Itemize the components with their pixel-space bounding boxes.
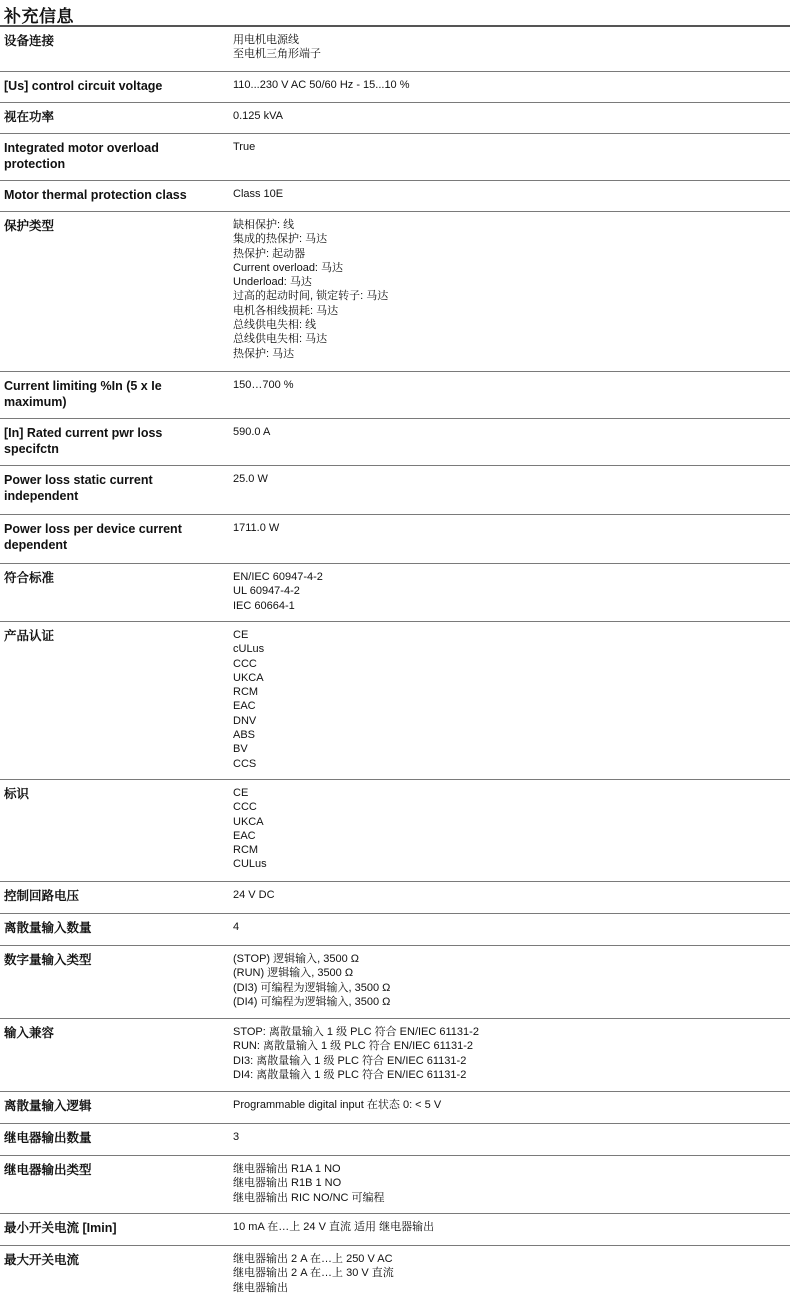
spec-value-line: CULus: [233, 858, 267, 871]
spec-row: [0, 181, 790, 212]
spec-value: [233, 187, 783, 201]
spec-label: 输入兼容: [4, 1026, 55, 1040]
spec-row: [0, 515, 790, 564]
spec-value-line: BV: [233, 743, 248, 756]
spec-value: [233, 472, 783, 486]
spec-value-line: Current overload: 马达: [233, 261, 344, 274]
spec-value-line: 总线供电失相: 马达: [233, 333, 328, 346]
spec-value-line: 过高的起动时间, 锁定转子: 马达: [233, 290, 389, 303]
spec-label: Power loss static current independent: [4, 473, 153, 503]
spec-value-line: 缺相保护: 线: [233, 219, 295, 231]
spec-row: [0, 1246, 790, 1303]
spec-value-line: 用电机电源线: [233, 34, 299, 46]
spec-label: 离散量输入数量: [4, 921, 92, 935]
spec-value-line: UKCA: [233, 815, 264, 828]
spec-row: [0, 780, 790, 882]
spec-value-line: 4: [233, 921, 240, 933]
spec-value-line: DI4: 离散量输入 1 级 PLC 符合 EN/IEC 61131-2: [233, 1068, 467, 1081]
spec-row: [0, 1124, 790, 1156]
spec-value: [233, 1098, 783, 1112]
spec-label: Power loss per device current dependent: [4, 522, 182, 552]
spec-value: [233, 1220, 783, 1234]
spec-value-line: CCC: [233, 657, 257, 670]
spec-label: 离散量输入逻辑: [4, 1099, 92, 1113]
spec-label: 最大开关电流: [4, 1253, 80, 1267]
spec-row: [0, 466, 790, 515]
spec-label: [Us] control circuit voltage: [4, 79, 163, 93]
spec-value-line: UKCA: [233, 671, 264, 684]
spec-value-line: ABS: [233, 729, 256, 742]
spec-label: 继电器输出类型: [4, 1163, 92, 1177]
spec-value-line: 1711.0 W: [233, 522, 280, 534]
spec-value: [233, 920, 783, 934]
spec-label: Current limiting %In (5 x Ie maximum): [4, 379, 162, 409]
spec-value-line: 150…700 %: [233, 379, 294, 391]
spec-value-line: (DI4) 可编程为逻辑输入, 3500 Ω: [233, 995, 391, 1008]
spec-value: [233, 78, 783, 92]
spec-value-line: 电机各相线损耗: 马达: [233, 304, 339, 317]
spec-value-line: 热保护: 马达: [233, 347, 295, 360]
section-title: 补充信息: [4, 7, 74, 26]
spec-value-line: 继电器输出 R1B 1 NO: [233, 1177, 342, 1190]
spec-value-line: UL 60947-4-2: [233, 585, 300, 598]
spec-value-line: DI3: 离散量输入 1 级 PLC 符合 EN/IEC 61131-2: [233, 1054, 467, 1067]
spec-value-line: 热保护: 起动器: [233, 247, 306, 260]
spec-value-line: RUN: 离散量输入 1 级 PLC 符合 EN/IEC 61131-2: [233, 1040, 474, 1053]
spec-value: [233, 1162, 783, 1205]
spec-value-line: 继电器输出 2 A 在…上 30 V 直流: [233, 1267, 394, 1280]
spec-value-line: 0.125 kVA: [233, 110, 283, 122]
spec-row: [0, 72, 790, 103]
spec-value-line: Underload: 马达: [233, 276, 312, 289]
spec-row: [0, 372, 790, 419]
spec-row: [0, 1019, 790, 1092]
spec-label: 标识: [4, 787, 30, 801]
spec-value-line: 继电器输出 R1A 1 NO: [233, 1163, 341, 1175]
spec-label: 控制回路电压: [4, 889, 80, 903]
spec-value: [233, 425, 783, 439]
spec-row: [0, 134, 790, 181]
spec-value-line: (DI3) 可编程为逻辑输入, 3500 Ω: [233, 981, 391, 994]
spec-value-line: CE: [233, 629, 249, 641]
spec-value-line: True: [233, 141, 256, 153]
spec-row: [0, 1156, 790, 1214]
spec-value-line: CCS: [233, 757, 257, 770]
spec-value-line: IEC 60664-1: [233, 599, 295, 612]
spec-value-line: 3: [233, 1131, 240, 1143]
spec-value-line: 总线供电失相: 线: [233, 319, 317, 332]
spec-value-line: 集成的热保护: 马达: [233, 233, 328, 246]
spec-label: 保护类型: [4, 219, 55, 233]
spec-value-line: 10 mA 在…上 24 V 直流 适用 继电器输出: [233, 1221, 435, 1233]
spec-label: 设备连接: [4, 34, 55, 48]
spec-row: [0, 27, 790, 72]
spec-value: [233, 218, 783, 361]
spec-row: [0, 914, 790, 946]
spec-value-line: EAC: [233, 829, 256, 842]
spec-value: [233, 786, 783, 872]
spec-value-line: Programmable digital input 在状态 0: < 5 V: [233, 1099, 442, 1111]
spec-row: [0, 103, 790, 134]
spec-label: 继电器输出数量: [4, 1131, 92, 1145]
spec-value: [233, 888, 783, 902]
spec-label: 产品认证: [4, 629, 55, 643]
spec-label: [In] Rated current pwr loss specifctn: [4, 426, 163, 456]
spec-label: 数字量输入类型: [4, 953, 92, 967]
spec-label: Motor thermal protection class: [4, 188, 187, 202]
spec-value-line: (RUN) 逻辑输入, 3500 Ω: [233, 967, 354, 980]
spec-value: [233, 628, 783, 771]
spec-row: [0, 1214, 790, 1246]
spec-value: [233, 378, 783, 392]
spec-value-line: 继电器输出: [233, 1281, 288, 1294]
spec-value-line: 至电机三角形端子: [233, 48, 321, 61]
spec-label: 视在功率: [4, 110, 55, 124]
spec-value-line: 110...230 V AC 50/60 Hz - 15...10 %: [233, 79, 410, 91]
spec-value: [233, 570, 783, 613]
spec-label: Integrated motor overload protection: [4, 141, 159, 171]
spec-value: [233, 1252, 783, 1295]
spec-value-line: (STOP) 逻辑输入, 3500 Ω: [233, 953, 359, 965]
spec-row: [0, 622, 790, 780]
spec-row: [0, 419, 790, 466]
spec-value: [233, 521, 783, 535]
spec-value: [233, 1025, 783, 1082]
spec-label: 最小开关电流 [Imin]: [4, 1221, 117, 1235]
spec-value: [233, 109, 783, 123]
spec-row: [0, 212, 790, 372]
spec-value-line: STOP: 离散量输入 1 级 PLC 符合 EN/IEC 61131-2: [233, 1026, 479, 1038]
spec-value-line: EAC: [233, 700, 256, 713]
spec-value-line: 24 V DC: [233, 889, 275, 901]
spec-value-line: EN/IEC 60947-4-2: [233, 571, 323, 583]
spec-value-line: cULus: [233, 643, 265, 656]
spec-value-line: 590.0 A: [233, 426, 271, 438]
spec-row: [0, 882, 790, 914]
spec-row: [0, 946, 790, 1019]
spec-value-line: 继电器输出 RIC NO/NC 可编程: [233, 1191, 385, 1204]
spec-value: [233, 140, 783, 154]
spec-label: 符合标准: [4, 571, 55, 585]
spec-value-line: 25.0 W: [233, 473, 268, 485]
spec-value-line: RCM: [233, 686, 259, 699]
spec-value: [233, 33, 783, 62]
spec-value-line: CE: [233, 787, 249, 799]
spec-value-line: RCM: [233, 844, 259, 857]
spec-value-line: DNV: [233, 714, 257, 727]
spec-value-line: Class 10E: [233, 188, 284, 200]
spec-row: [0, 1092, 790, 1124]
spec-value: [233, 952, 783, 1009]
spec-value: [233, 1130, 783, 1144]
spec-row: [0, 564, 790, 622]
spec-value-line: 继电器输出 2 A 在…上 250 V AC: [233, 1253, 393, 1265]
spec-value-line: CCC: [233, 801, 257, 814]
